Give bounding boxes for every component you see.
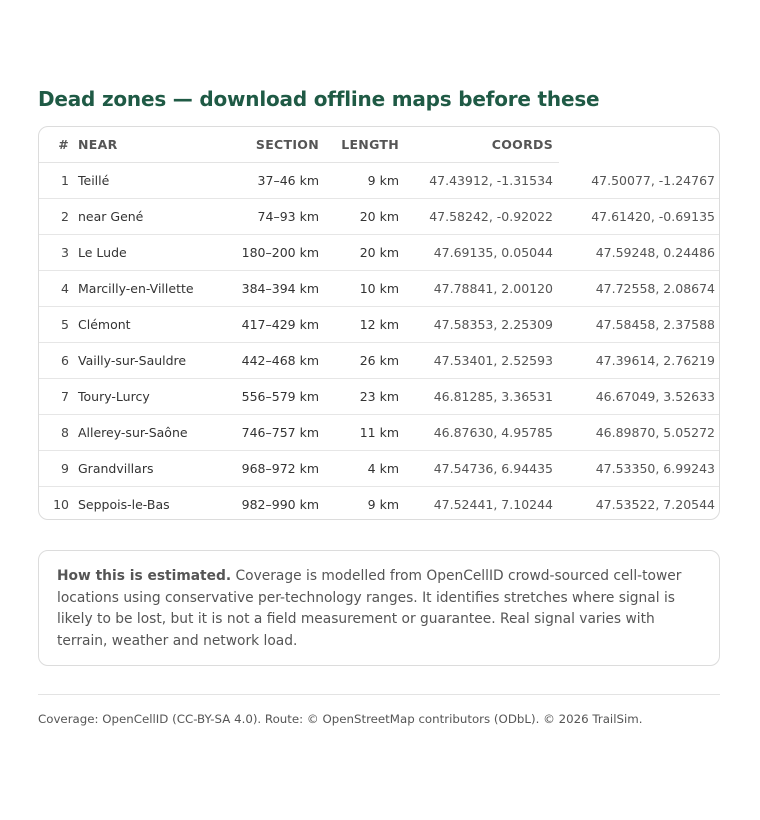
row-near: Grandvillars xyxy=(69,451,219,487)
row-num: 8 xyxy=(39,415,69,451)
row-coords-start: 47.52441, 7.10244 xyxy=(433,497,553,512)
row-length: 10 km xyxy=(319,271,399,307)
row-section: 982–990 km xyxy=(241,497,319,512)
table-row xyxy=(39,235,720,271)
row-near: Seppois-le-Bas xyxy=(78,497,170,512)
table-row xyxy=(39,271,720,307)
row-section: 442–468 km xyxy=(219,343,319,379)
row-num: 2 xyxy=(39,199,69,235)
row-coords-end: 47.53522, 7.20544 xyxy=(595,497,715,512)
row-section: 968–972 km xyxy=(219,451,319,487)
row-num: 10 xyxy=(53,497,69,512)
row-near: Clémont xyxy=(69,307,219,343)
row-coords-end: 47.58458, 2.37588 xyxy=(559,307,720,343)
table-row xyxy=(39,199,720,235)
header-section: SECTION xyxy=(219,127,319,163)
row-near: Vailly-sur-Sauldre xyxy=(69,343,219,379)
row-length: 9 km xyxy=(319,163,399,199)
row-section: 417–429 km xyxy=(219,307,319,343)
row-num: 6 xyxy=(39,343,69,379)
row-coords-start: 47.54736, 6.94435 xyxy=(399,451,559,487)
table-row xyxy=(39,415,720,451)
row-coords-end: 47.61420, -0.69135 xyxy=(559,199,720,235)
estimation-note-card xyxy=(38,550,720,666)
row-coords-end: 47.59248, 0.24486 xyxy=(559,235,720,271)
table-row xyxy=(39,163,720,199)
row-near: Le Lude xyxy=(69,235,219,271)
row-length: 20 km xyxy=(319,199,399,235)
row-section: 746–757 km xyxy=(219,415,319,451)
row-coords-start: 47.43912, -1.31534 xyxy=(399,163,559,199)
row-section: 180–200 km xyxy=(219,235,319,271)
row-coords-start: 47.58242, -0.92022 xyxy=(399,199,559,235)
row-coords-end: 46.67049, 3.52633 xyxy=(559,379,720,415)
table-row xyxy=(39,343,720,379)
row-length: 12 km xyxy=(319,307,399,343)
row-num: 9 xyxy=(39,451,69,487)
row-num: 4 xyxy=(39,271,69,307)
page-title: Dead zones — download offline maps before these xyxy=(38,87,600,111)
row-section: 556–579 km xyxy=(219,379,319,415)
row-length: 9 km xyxy=(367,497,399,512)
row-near: Teillé xyxy=(69,163,219,199)
row-near: Allerey-sur-Saône xyxy=(69,415,219,451)
note-lead: How this is estimated. xyxy=(57,568,232,584)
table-body xyxy=(39,163,720,521)
footer-divider xyxy=(38,694,720,695)
row-num: 5 xyxy=(39,307,69,343)
header-coords: COORDS xyxy=(399,127,559,163)
header-length: LENGTH xyxy=(319,127,399,163)
row-coords-start: 47.58353, 2.25309 xyxy=(399,307,559,343)
row-coords-end: 47.72558, 2.08674 xyxy=(559,271,720,307)
table-row xyxy=(39,379,720,415)
row-coords-end: 47.39614, 2.76219 xyxy=(559,343,720,379)
table-row xyxy=(39,451,720,487)
table-row xyxy=(39,307,720,343)
row-length: 26 km xyxy=(319,343,399,379)
row-length: 20 km xyxy=(319,235,399,271)
table-header-row xyxy=(39,127,720,163)
row-coords-start: 47.78841, 2.00120 xyxy=(399,271,559,307)
row-section: 384–394 km xyxy=(219,271,319,307)
header-near: NEAR xyxy=(69,127,219,163)
estimation-note xyxy=(57,566,701,652)
row-near: near Gené xyxy=(69,199,219,235)
row-length: 4 km xyxy=(319,451,399,487)
dead-zones-table xyxy=(39,127,720,520)
note-body: Coverage is modelled from OpenCellID crowd-sourced cell-tower locations using conservative per-technology ranges. It identifies stretches where signal is likely to be lost, but it is not a field measurement or guarantee. Real signal varies with terrain, weather and network load. xyxy=(57,568,682,649)
row-num: 1 xyxy=(39,163,69,199)
row-coords-end: 46.89870, 5.05272 xyxy=(559,415,720,451)
header-num: # xyxy=(39,127,69,163)
row-near: Toury-Lurcy xyxy=(69,379,219,415)
row-num: 3 xyxy=(39,235,69,271)
row-coords-start: 46.81285, 3.36531 xyxy=(399,379,559,415)
row-length: 11 km xyxy=(319,415,399,451)
row-section: 37–46 km xyxy=(219,163,319,199)
row-coords-end: 47.50077, -1.24767 xyxy=(559,163,720,199)
row-coords-start: 47.69135, 0.05044 xyxy=(399,235,559,271)
header-coords-end xyxy=(559,127,720,163)
row-section: 74–93 km xyxy=(219,199,319,235)
row-coords-start: 47.53401, 2.52593 xyxy=(399,343,559,379)
dead-zones-table-card xyxy=(38,126,720,520)
table-row xyxy=(39,487,720,521)
row-coords-start: 46.87630, 4.95785 xyxy=(399,415,559,451)
row-near: Marcilly-en-Villette xyxy=(69,271,219,307)
footer-credits: Coverage: OpenCellID (CC-BY-SA 4.0). Route: © OpenStreetMap contributors (ODbL). © 2026 TrailSim. xyxy=(38,712,643,726)
row-num: 7 xyxy=(39,379,69,415)
row-length: 23 km xyxy=(319,379,399,415)
row-coords-end: 47.53350, 6.99243 xyxy=(559,451,720,487)
